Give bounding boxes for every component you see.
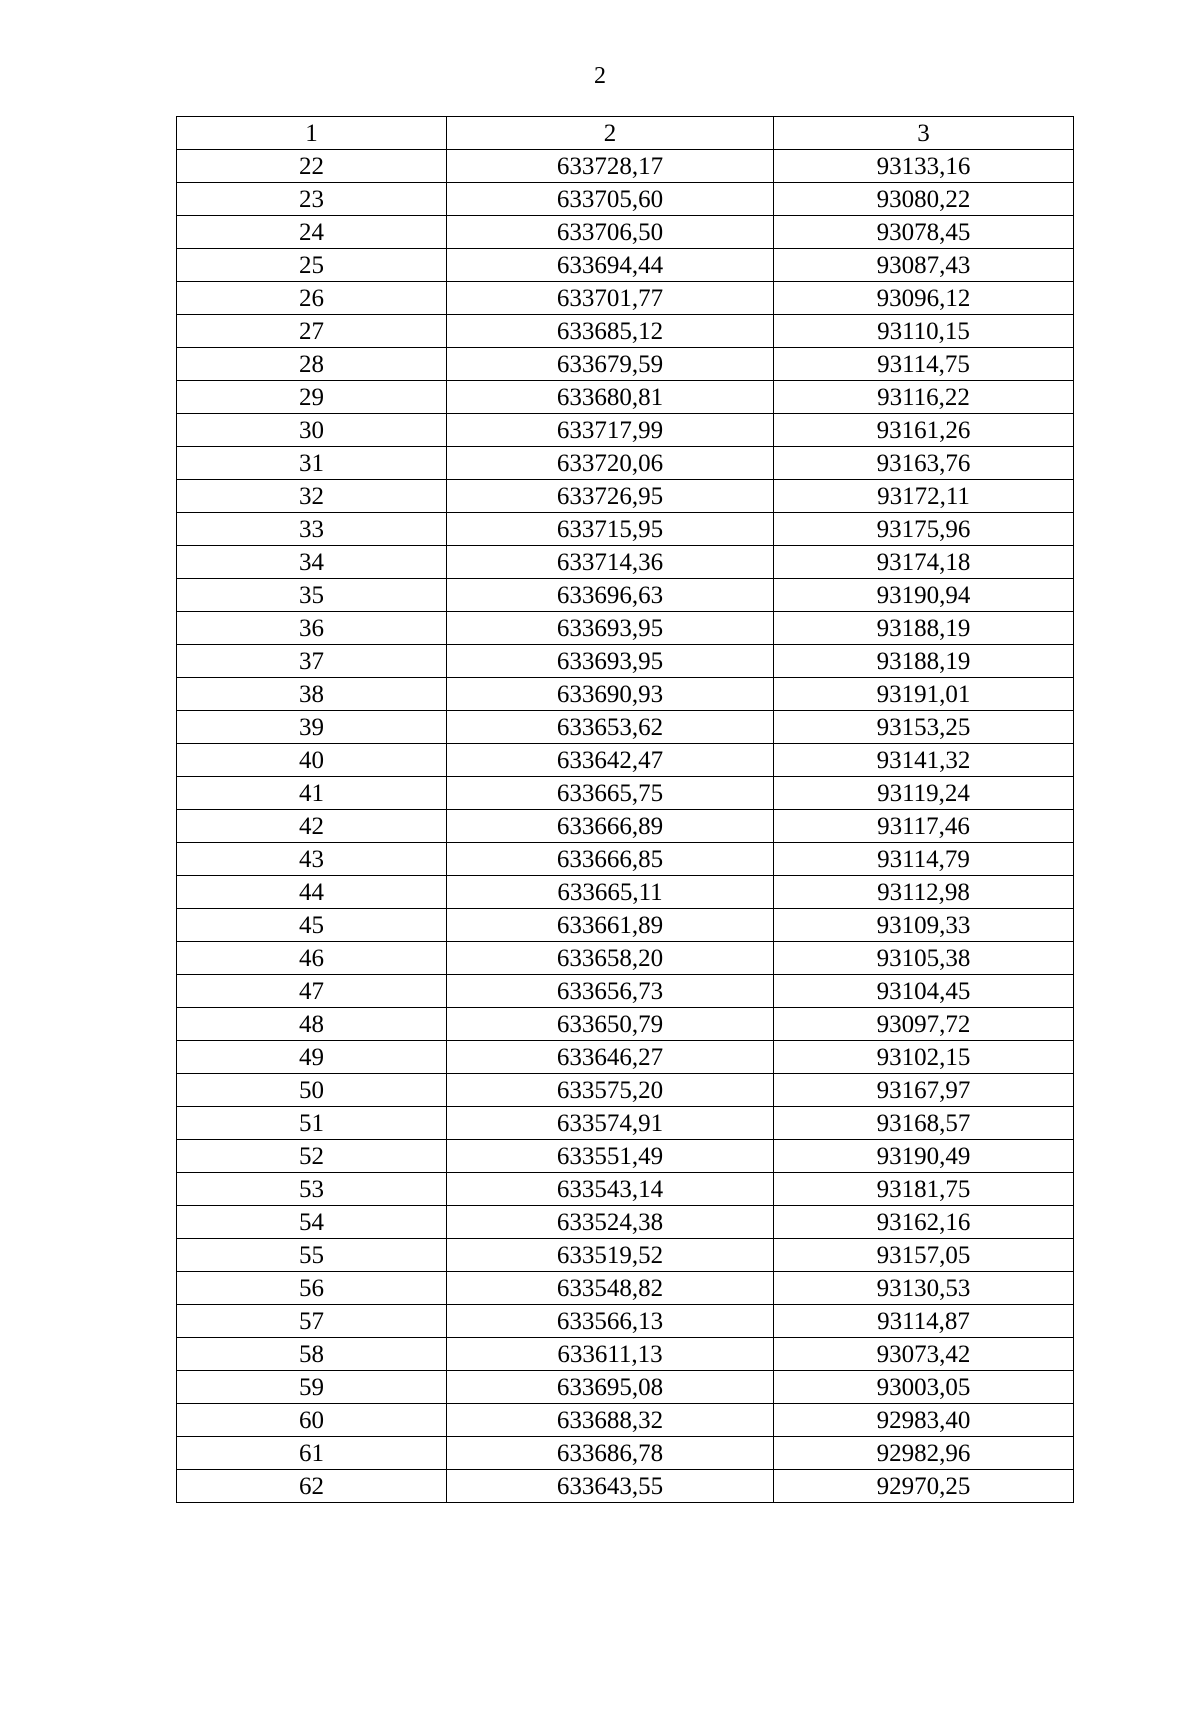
table-row <box>177 216 1074 249</box>
x-coordinate-cell: 633524,38 <box>447 1206 774 1239</box>
table-row <box>177 1008 1074 1041</box>
x-coordinate-cell: 633696,63 <box>447 579 774 612</box>
table-row <box>177 612 1074 645</box>
y-coordinate-cell: 93096,12 <box>774 282 1074 315</box>
y-coordinate-cell: 93073,42 <box>774 1338 1074 1371</box>
x-coordinate-cell: 633650,79 <box>447 1008 774 1041</box>
table-row <box>177 1107 1074 1140</box>
point-number-cell: 27 <box>177 315 447 348</box>
y-coordinate-cell: 92983,40 <box>774 1404 1074 1437</box>
y-coordinate-cell: 93190,49 <box>774 1140 1074 1173</box>
y-coordinate-cell: 93003,05 <box>774 1371 1074 1404</box>
table-row <box>177 414 1074 447</box>
x-coordinate-cell: 633693,95 <box>447 612 774 645</box>
point-number-cell: 47 <box>177 975 447 1008</box>
x-coordinate-cell: 633611,13 <box>447 1338 774 1371</box>
y-coordinate-cell: 93141,32 <box>774 744 1074 777</box>
y-coordinate-cell: 93153,25 <box>774 711 1074 744</box>
y-coordinate-cell: 92970,25 <box>774 1470 1074 1503</box>
table-row <box>177 1041 1074 1074</box>
point-number-cell: 59 <box>177 1371 447 1404</box>
table-row <box>177 381 1074 414</box>
x-coordinate-cell: 633666,85 <box>447 843 774 876</box>
point-number-cell: 23 <box>177 183 447 216</box>
point-number-cell: 36 <box>177 612 447 645</box>
x-coordinate-cell: 633519,52 <box>447 1239 774 1272</box>
x-coordinate-cell: 633688,32 <box>447 1404 774 1437</box>
table-header-row <box>177 117 1074 150</box>
x-coordinate-cell: 633661,89 <box>447 909 774 942</box>
x-coordinate-cell: 633693,95 <box>447 645 774 678</box>
table-row <box>177 1371 1074 1404</box>
x-coordinate-cell: 633656,73 <box>447 975 774 1008</box>
point-number-cell: 56 <box>177 1272 447 1305</box>
x-coordinate-cell: 633679,59 <box>447 348 774 381</box>
point-number-cell: 33 <box>177 513 447 546</box>
point-number-cell: 38 <box>177 678 447 711</box>
y-coordinate-cell: 93119,24 <box>774 777 1074 810</box>
x-coordinate-cell: 633705,60 <box>447 183 774 216</box>
y-coordinate-cell: 93117,46 <box>774 810 1074 843</box>
table-row <box>177 744 1074 777</box>
y-coordinate-cell: 93163,76 <box>774 447 1074 480</box>
x-coordinate-cell: 633686,78 <box>447 1437 774 1470</box>
table-row <box>177 1470 1074 1503</box>
y-coordinate-cell: 93188,19 <box>774 645 1074 678</box>
y-coordinate-cell: 93168,57 <box>774 1107 1074 1140</box>
y-coordinate-cell: 93188,19 <box>774 612 1074 645</box>
x-coordinate-cell: 633575,20 <box>447 1074 774 1107</box>
table-row <box>177 1305 1074 1338</box>
table-row <box>177 909 1074 942</box>
x-coordinate-cell: 633690,93 <box>447 678 774 711</box>
point-number-cell: 41 <box>177 777 447 810</box>
x-coordinate-cell: 633728,17 <box>447 150 774 183</box>
table-row <box>177 1239 1074 1272</box>
y-coordinate-cell: 93190,94 <box>774 579 1074 612</box>
table-row <box>177 447 1074 480</box>
x-coordinate-cell: 633574,91 <box>447 1107 774 1140</box>
point-number-cell: 44 <box>177 876 447 909</box>
point-number-cell: 43 <box>177 843 447 876</box>
table-row <box>177 876 1074 909</box>
table-row <box>177 183 1074 216</box>
point-number-cell: 42 <box>177 810 447 843</box>
x-coordinate-cell: 633726,95 <box>447 480 774 513</box>
x-coordinate-cell: 633666,89 <box>447 810 774 843</box>
point-number-cell: 51 <box>177 1107 447 1140</box>
table-row <box>177 1173 1074 1206</box>
point-number-cell: 54 <box>177 1206 447 1239</box>
header-cell-2: 2 <box>447 117 774 150</box>
y-coordinate-cell: 93105,38 <box>774 942 1074 975</box>
table-row <box>177 942 1074 975</box>
point-number-cell: 37 <box>177 645 447 678</box>
x-coordinate-cell: 633706,50 <box>447 216 774 249</box>
x-coordinate-cell: 633665,11 <box>447 876 774 909</box>
y-coordinate-cell: 93114,87 <box>774 1305 1074 1338</box>
table-row <box>177 678 1074 711</box>
y-coordinate-cell: 93078,45 <box>774 216 1074 249</box>
page-number: 2 <box>594 63 606 89</box>
table-row <box>177 1206 1074 1239</box>
x-coordinate-cell: 633543,14 <box>447 1173 774 1206</box>
y-coordinate-cell: 93104,45 <box>774 975 1074 1008</box>
table-row <box>177 1404 1074 1437</box>
point-number-cell: 24 <box>177 216 447 249</box>
x-coordinate-cell: 633551,49 <box>447 1140 774 1173</box>
table-row <box>177 975 1074 1008</box>
point-number-cell: 61 <box>177 1437 447 1470</box>
point-number-cell: 48 <box>177 1008 447 1041</box>
point-number-cell: 52 <box>177 1140 447 1173</box>
y-coordinate-cell: 93080,22 <box>774 183 1074 216</box>
table-row <box>177 1272 1074 1305</box>
x-coordinate-cell: 633665,75 <box>447 777 774 810</box>
table-row <box>177 348 1074 381</box>
y-coordinate-cell: 93133,16 <box>774 150 1074 183</box>
table-row <box>177 282 1074 315</box>
table-row <box>177 810 1074 843</box>
table-body <box>177 117 1074 1503</box>
x-coordinate-cell: 633685,12 <box>447 315 774 348</box>
table-row <box>177 480 1074 513</box>
x-coordinate-cell: 633658,20 <box>447 942 774 975</box>
x-coordinate-cell: 633646,27 <box>447 1041 774 1074</box>
x-coordinate-cell: 633642,47 <box>447 744 774 777</box>
y-coordinate-cell: 93175,96 <box>774 513 1074 546</box>
point-number-cell: 35 <box>177 579 447 612</box>
table-row <box>177 150 1074 183</box>
y-coordinate-cell: 93109,33 <box>774 909 1074 942</box>
point-number-cell: 40 <box>177 744 447 777</box>
y-coordinate-cell: 93174,18 <box>774 546 1074 579</box>
point-number-cell: 46 <box>177 942 447 975</box>
y-coordinate-cell: 93116,22 <box>774 381 1074 414</box>
point-number-cell: 22 <box>177 150 447 183</box>
table-row <box>177 579 1074 612</box>
x-coordinate-cell: 633548,82 <box>447 1272 774 1305</box>
x-coordinate-cell: 633714,36 <box>447 546 774 579</box>
point-number-cell: 31 <box>177 447 447 480</box>
header-cell-1: 1 <box>177 117 447 150</box>
y-coordinate-cell: 92982,96 <box>774 1437 1074 1470</box>
y-coordinate-cell: 93112,98 <box>774 876 1074 909</box>
point-number-cell: 25 <box>177 249 447 282</box>
x-coordinate-cell: 633680,81 <box>447 381 774 414</box>
point-number-cell: 26 <box>177 282 447 315</box>
table-row <box>177 546 1074 579</box>
x-coordinate-cell: 633720,06 <box>447 447 774 480</box>
y-coordinate-cell: 93087,43 <box>774 249 1074 282</box>
table-row <box>177 249 1074 282</box>
point-number-cell: 34 <box>177 546 447 579</box>
table-row <box>177 843 1074 876</box>
point-number-cell: 62 <box>177 1470 447 1503</box>
y-coordinate-cell: 93172,11 <box>774 480 1074 513</box>
table-row <box>177 1074 1074 1107</box>
x-coordinate-cell: 633717,99 <box>447 414 774 447</box>
point-number-cell: 53 <box>177 1173 447 1206</box>
y-coordinate-cell: 93114,75 <box>774 348 1074 381</box>
point-number-cell: 50 <box>177 1074 447 1107</box>
y-coordinate-cell: 93162,16 <box>774 1206 1074 1239</box>
table-row <box>177 1140 1074 1173</box>
point-number-cell: 39 <box>177 711 447 744</box>
point-number-cell: 45 <box>177 909 447 942</box>
coordinates-table <box>176 116 1074 1503</box>
point-number-cell: 60 <box>177 1404 447 1437</box>
point-number-cell: 49 <box>177 1041 447 1074</box>
table-row <box>177 645 1074 678</box>
point-number-cell: 28 <box>177 348 447 381</box>
point-number-cell: 29 <box>177 381 447 414</box>
table-row <box>177 711 1074 744</box>
y-coordinate-cell: 93157,05 <box>774 1239 1074 1272</box>
point-number-cell: 57 <box>177 1305 447 1338</box>
x-coordinate-cell: 633566,13 <box>447 1305 774 1338</box>
y-coordinate-cell: 93167,97 <box>774 1074 1074 1107</box>
point-number-cell: 30 <box>177 414 447 447</box>
table-row <box>177 777 1074 810</box>
table-row <box>177 315 1074 348</box>
x-coordinate-cell: 633715,95 <box>447 513 774 546</box>
x-coordinate-cell: 633653,62 <box>447 711 774 744</box>
point-number-cell: 32 <box>177 480 447 513</box>
y-coordinate-cell: 93110,15 <box>774 315 1074 348</box>
y-coordinate-cell: 93161,26 <box>774 414 1074 447</box>
header-cell-3: 3 <box>774 117 1074 150</box>
y-coordinate-cell: 93114,79 <box>774 843 1074 876</box>
y-coordinate-cell: 93097,72 <box>774 1008 1074 1041</box>
x-coordinate-cell: 633694,44 <box>447 249 774 282</box>
table-row <box>177 1338 1074 1371</box>
point-number-cell: 55 <box>177 1239 447 1272</box>
point-number-cell: 58 <box>177 1338 447 1371</box>
y-coordinate-cell: 93191,01 <box>774 678 1074 711</box>
y-coordinate-cell: 93181,75 <box>774 1173 1074 1206</box>
x-coordinate-cell: 633701,77 <box>447 282 774 315</box>
x-coordinate-cell: 633695,08 <box>447 1371 774 1404</box>
table-row <box>177 513 1074 546</box>
y-coordinate-cell: 93102,15 <box>774 1041 1074 1074</box>
y-coordinate-cell: 93130,53 <box>774 1272 1074 1305</box>
x-coordinate-cell: 633643,55 <box>447 1470 774 1503</box>
table-row <box>177 1437 1074 1470</box>
